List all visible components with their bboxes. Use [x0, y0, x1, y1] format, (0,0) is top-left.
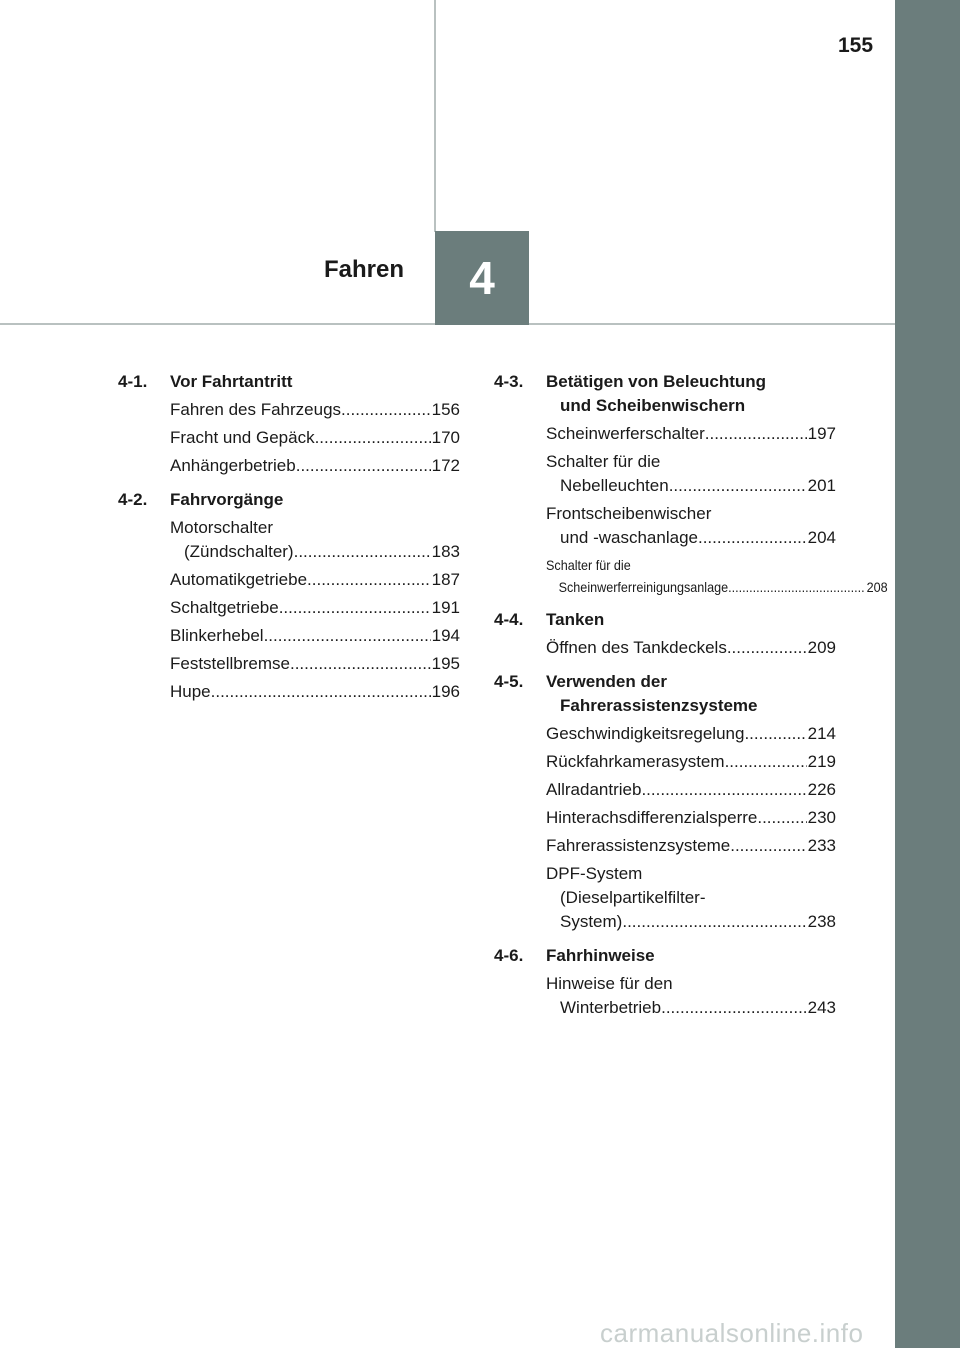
- entry-text: Scheinwerferschalter: [546, 424, 705, 443]
- entry-leader-row: [546, 422, 836, 446]
- section-number: 4-2.: [118, 490, 148, 509]
- toc-entry[interactable]: [170, 426, 460, 450]
- entry-text: System): [560, 912, 623, 931]
- section-title-line: Vor Fahrtantritt: [170, 372, 293, 391]
- dot-leader: [725, 750, 807, 774]
- entry-page-number: 214: [807, 724, 836, 743]
- dot-leader: [661, 996, 807, 1020]
- entry-page-number: 196: [431, 682, 460, 701]
- entry-text: Frontscheibenwischer: [546, 504, 712, 523]
- toc-entry[interactable]: [170, 652, 460, 676]
- section-title-line: Fahrvorgänge: [170, 490, 284, 509]
- entry-text: Automatikgetriebe: [170, 570, 308, 589]
- dot-leader: [730, 834, 806, 858]
- entry-leader-row: [170, 624, 460, 648]
- entry-page-number: 187: [431, 570, 460, 589]
- section-heading: [494, 670, 836, 718]
- entry-leader-row: [546, 996, 836, 1020]
- dot-leader: [641, 778, 806, 802]
- entry-leader-row: [170, 652, 460, 676]
- entry-page-number: 209: [807, 638, 836, 657]
- toc-section: [494, 608, 836, 660]
- section-number: 4-6.: [494, 946, 524, 965]
- entry-text: Hinterachsdifferenzialsperre: [546, 808, 758, 827]
- section-title-line: Verwenden der: [546, 672, 667, 691]
- dot-leader: [669, 474, 807, 498]
- entry-page-number: 191: [431, 598, 460, 617]
- entry-page-number: 195: [431, 654, 460, 673]
- entry-text: Fahrerassistenzsysteme: [546, 836, 731, 855]
- dot-leader: [728, 576, 866, 598]
- chapter-sidebar: [895, 0, 960, 1348]
- toc-entry[interactable]: [546, 636, 836, 660]
- entry-leader-row: [546, 526, 836, 550]
- entry-page-number: 170: [431, 428, 460, 447]
- entry-text: (Zündschalter): [184, 542, 294, 561]
- entry-text: (Dieselpartikelfilter-: [560, 888, 706, 907]
- entry-page-number: 201: [807, 476, 836, 495]
- dot-leader: [279, 596, 431, 620]
- section-number: 4-3.: [494, 372, 524, 391]
- section-title: [546, 370, 836, 418]
- section-title-line: Betätigen von Beleuchtung: [546, 372, 767, 391]
- entry-page-number: 238: [807, 912, 836, 931]
- dot-leader: [744, 722, 806, 746]
- entry-page-number: 183: [431, 542, 460, 561]
- entry-page-number: 156: [431, 400, 460, 419]
- vertical-rule: [434, 0, 436, 232]
- section-number: 4-4.: [494, 610, 524, 629]
- dot-leader: [698, 526, 807, 550]
- entry-leader-row: [546, 636, 836, 660]
- entry-page-number: 233: [807, 836, 836, 855]
- entry-page-number: 243: [807, 998, 836, 1017]
- toc-section: [118, 488, 460, 704]
- section-heading: [494, 370, 836, 418]
- toc-entry[interactable]: [546, 778, 836, 802]
- toc-entry[interactable]: [170, 680, 460, 704]
- entry-text: Winterbetrieb: [560, 998, 662, 1017]
- section-title-line: und Scheibenwischern: [560, 396, 746, 415]
- entry-leader-row: [170, 454, 460, 478]
- dot-leader: [341, 398, 431, 422]
- entry-leader-row: [170, 596, 460, 620]
- entry-text: Fahren des Fahrzeugs: [170, 400, 342, 419]
- dot-leader: [315, 426, 431, 450]
- dot-leader: [727, 636, 807, 660]
- section-title-line: Fahrerassistenzsysteme: [560, 696, 758, 715]
- dot-leader: [622, 910, 806, 934]
- dot-leader: [294, 540, 431, 564]
- entry-text: Hupe: [170, 682, 211, 701]
- entry-text: Nebelleuchten: [560, 476, 669, 495]
- chapter-number: 4: [469, 252, 495, 304]
- entry-leader-row: [170, 540, 460, 564]
- dot-leader: [211, 680, 431, 704]
- entry-leader-row: [546, 778, 836, 802]
- toc-entry[interactable]: [170, 516, 460, 564]
- entry-text: Hinweise für den: [546, 974, 673, 993]
- dot-leader: [264, 624, 431, 648]
- toc-entry[interactable]: [546, 750, 836, 774]
- toc-entry[interactable]: [546, 422, 836, 446]
- entry-text: Schalter für die: [546, 452, 661, 471]
- section-heading: [494, 608, 836, 632]
- toc-section: [118, 370, 460, 478]
- toc-entry[interactable]: [546, 502, 836, 550]
- entry-text: Öffnen des Tankdeckels: [546, 638, 727, 657]
- entry-text: Fracht und Gepäck: [170, 428, 315, 447]
- entry-page-number: 197: [807, 424, 836, 443]
- chapter-number-box: [435, 231, 529, 325]
- section-title: [170, 370, 460, 394]
- watermark: carmanualsonline.info: [600, 1318, 864, 1348]
- entry-leader-row: [546, 806, 836, 830]
- entry-leader-row: [546, 576, 888, 598]
- dot-leader: [307, 568, 431, 592]
- entry-page-number: 194: [431, 626, 460, 645]
- section-title-line: Tanken: [546, 610, 605, 629]
- entry-text: Rückfahrkamerasystem: [546, 752, 725, 771]
- entry-page-number: 204: [807, 528, 836, 547]
- entry-text: Schalter für die: [546, 557, 631, 573]
- section-title: [170, 488, 460, 512]
- entry-leader-row: [170, 398, 460, 422]
- entry-text: Anhängerbetrieb: [170, 456, 296, 475]
- entry-leader-row: [546, 750, 836, 774]
- toc-entry[interactable]: [546, 450, 836, 498]
- entry-page-number: 208: [866, 579, 888, 595]
- section-number: 4-1.: [118, 372, 148, 391]
- entry-leader-row: [170, 426, 460, 450]
- dot-leader: [705, 422, 807, 446]
- entry-page-number: 226: [807, 780, 836, 799]
- toc-entry[interactable]: [170, 454, 460, 478]
- entry-text: Feststellbremse: [170, 654, 290, 673]
- toc-entry[interactable]: [546, 972, 836, 1020]
- entry-leader-row: [170, 680, 460, 704]
- toc-entry[interactable]: [546, 554, 888, 598]
- toc-entry[interactable]: [170, 398, 460, 422]
- toc-entry[interactable]: [546, 862, 836, 934]
- dot-leader: [296, 454, 431, 478]
- entry-page-number: 230: [807, 808, 836, 827]
- toc-entry[interactable]: [546, 834, 836, 858]
- entry-leader-row: [170, 568, 460, 592]
- dot-leader: [757, 806, 806, 830]
- chapter-title: Fahren: [324, 256, 405, 283]
- entry-text: Geschwindigkeitsregelung: [546, 724, 745, 743]
- entry-text: Allradantrieb: [546, 780, 642, 799]
- toc-section: [494, 670, 836, 934]
- section-title: [546, 944, 836, 968]
- toc-section: [494, 370, 888, 598]
- entry-text: Scheinwerferreinigungsanlage: [558, 579, 729, 595]
- toc-left-column: [118, 370, 460, 714]
- entry-text: und -waschanlage: [560, 528, 698, 547]
- toc-entry[interactable]: [170, 596, 460, 620]
- entry-page-number: 219: [807, 752, 836, 771]
- toc-section: [494, 944, 836, 1020]
- entry-text: Motorschalter: [170, 518, 273, 537]
- entry-leader-row: [546, 834, 836, 858]
- section-heading: [118, 370, 460, 394]
- entry-text: Blinkerhebel: [170, 626, 264, 645]
- section-number: 4-5.: [494, 672, 524, 691]
- entry-page-number: 172: [431, 456, 460, 475]
- entry-leader-row: [546, 722, 836, 746]
- section-title: [546, 670, 836, 718]
- section-heading: [494, 944, 836, 968]
- section-title: [546, 608, 836, 632]
- toc-right-column: [494, 370, 888, 1030]
- section-heading: [118, 488, 460, 512]
- toc-entry[interactable]: [546, 722, 836, 746]
- entry-text: Schaltgetriebe: [170, 598, 279, 617]
- entry-leader-row: [546, 474, 836, 498]
- toc-entry[interactable]: [170, 624, 460, 648]
- entry-leader-row: [546, 910, 836, 934]
- entry-text: DPF-System: [546, 864, 643, 883]
- toc-entry[interactable]: [546, 806, 836, 830]
- toc-entry[interactable]: [170, 568, 460, 592]
- page-number: 155: [838, 34, 874, 57]
- dot-leader: [290, 652, 431, 676]
- section-title-line: Fahrhinweise: [546, 946, 655, 965]
